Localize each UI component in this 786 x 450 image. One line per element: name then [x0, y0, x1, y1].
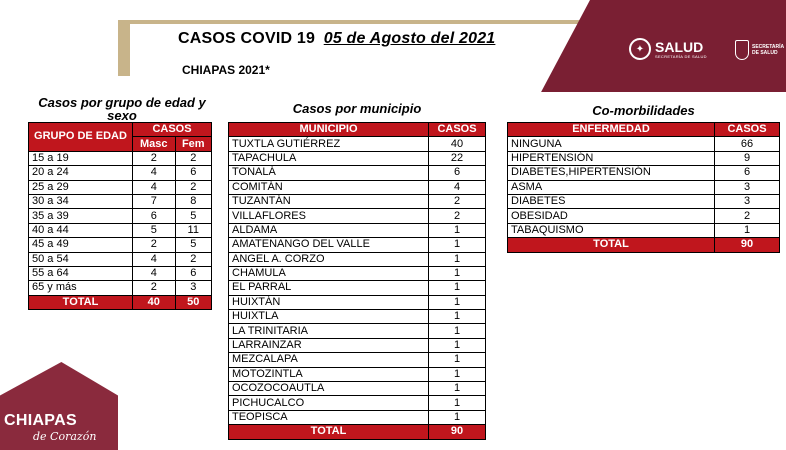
- casos-cell: 1: [429, 382, 486, 396]
- table-row: [229, 324, 486, 338]
- casos-cell: 40: [429, 137, 486, 151]
- page-subtitle: CHIAPAS 2021*: [182, 63, 270, 77]
- col-masc: Masc: [133, 137, 176, 151]
- table-row: [229, 223, 486, 237]
- edad-table: [28, 122, 212, 310]
- casos-cell: 4: [429, 180, 486, 194]
- table-row: [229, 295, 486, 309]
- table-row: [229, 367, 486, 381]
- casos-cell: 1: [429, 310, 486, 324]
- table-row: [29, 252, 212, 266]
- col-casos: CASOS: [133, 123, 212, 137]
- casos-cell: 9: [715, 151, 780, 165]
- table-row: [229, 410, 486, 424]
- table-row: [508, 194, 780, 208]
- table-row: [508, 180, 780, 194]
- total-label: TOTAL: [508, 238, 715, 252]
- table-row: [29, 266, 212, 280]
- salud-logo: [629, 38, 707, 60]
- table-row: [229, 281, 486, 295]
- municipio-total-row: [229, 425, 486, 439]
- fem-cell: 2: [175, 252, 211, 266]
- casos-cell: 1: [429, 266, 486, 280]
- casos-cell: 3: [715, 194, 780, 208]
- municipio-cell: OCOZOCOAUTLA: [229, 382, 429, 396]
- casos-cell: 1: [429, 223, 486, 237]
- casos-cell: 1: [429, 367, 486, 381]
- municipio-table: [228, 122, 486, 440]
- enfermedad-cell: ASMA: [508, 180, 715, 194]
- salud-logo-text: SALUD: [655, 38, 704, 55]
- casos-cell: 22: [429, 151, 486, 165]
- age-group-cell: 45 a 49: [29, 238, 133, 252]
- masc-cell: 2: [133, 151, 176, 165]
- municipio-cell: TUZANTÁN: [229, 194, 429, 208]
- table-row: [508, 151, 780, 165]
- total-masc: 40: [133, 295, 176, 309]
- enfermedad-cell: TABAQUISMO: [508, 223, 715, 237]
- fem-cell: 6: [175, 166, 211, 180]
- age-group-cell: 20 a 24: [29, 166, 133, 180]
- fem-cell: 2: [175, 180, 211, 194]
- corazon-logo-text: de Corazón: [33, 430, 97, 443]
- age-group-cell: 65 y más: [29, 281, 133, 295]
- municipio-cell: ALDAMA: [229, 223, 429, 237]
- municipio-cell: HUIXTLA: [229, 310, 429, 324]
- col-grupo-edad: GRUPO DE EDAD: [29, 123, 133, 152]
- municipio-cell: LARRAINZAR: [229, 338, 429, 352]
- fem-cell: 2: [175, 151, 211, 165]
- table-row: [29, 281, 212, 295]
- table-row: [229, 151, 486, 165]
- enfermedad-cell: DIABETES: [508, 194, 715, 208]
- comorbilidades-total-row: [508, 238, 780, 252]
- municipio-cell: HUIXTÁN: [229, 295, 429, 309]
- fem-cell: 11: [175, 223, 211, 237]
- masc-cell: 7: [133, 194, 176, 208]
- municipio-cell: TUXTLA GUTIÉRREZ: [229, 137, 429, 151]
- casos-cell: 1: [429, 338, 486, 352]
- municipio-cell: TEOPISCA: [229, 410, 429, 424]
- age-group-cell: 35 a 39: [29, 209, 133, 223]
- comorbilidades-table: [507, 122, 780, 253]
- casos-cell: 1: [715, 223, 780, 237]
- fem-cell: 5: [175, 209, 211, 223]
- municipio-cell: TONALÁ: [229, 166, 429, 180]
- table-row: [29, 180, 212, 194]
- col-municipio: MUNICIPIO: [229, 123, 429, 137]
- table-row: [229, 180, 486, 194]
- casos-cell: 1: [429, 295, 486, 309]
- masc-cell: 4: [133, 266, 176, 280]
- casos-cell: 66: [715, 137, 780, 151]
- table-row: [229, 382, 486, 396]
- municipio-cell: ANGEL A. CORZO: [229, 252, 429, 266]
- total-casos: 90: [429, 425, 486, 439]
- casos-cell: 1: [429, 353, 486, 367]
- table-row: [229, 252, 486, 266]
- salud-logo-subtext: SECRETARÍA DE SALUD: [655, 53, 707, 59]
- edad-total-row: [29, 295, 212, 309]
- total-casos: 90: [715, 238, 780, 252]
- table-row: [29, 223, 212, 237]
- table-row: [29, 238, 212, 252]
- masc-cell: 4: [133, 180, 176, 194]
- table-row: [29, 151, 212, 165]
- col-fem: Fem: [175, 137, 211, 151]
- age-group-cell: 50 a 54: [29, 252, 133, 266]
- table-row: [29, 209, 212, 223]
- casos-cell: 2: [429, 209, 486, 223]
- fem-cell: 8: [175, 194, 211, 208]
- total-fem: 50: [175, 295, 211, 309]
- fem-cell: 6: [175, 266, 211, 280]
- masc-cell: 2: [133, 238, 176, 252]
- municipio-cell: MEZCALAPA: [229, 353, 429, 367]
- secretaria-logo-text: SECRETARÍA DE SALUD: [752, 44, 784, 56]
- comorbilidades-section-title: Co-morbilidades: [592, 103, 695, 118]
- casos-cell: 1: [429, 238, 486, 252]
- table-row: [229, 166, 486, 180]
- fem-cell: 5: [175, 238, 211, 252]
- table-row: [229, 266, 486, 280]
- table-row: [229, 209, 486, 223]
- casos-cell: 2: [715, 209, 780, 223]
- table-row: [29, 166, 212, 180]
- page-title: [178, 30, 495, 48]
- crest-icon: [735, 40, 749, 60]
- masc-cell: 6: [133, 209, 176, 223]
- municipio-cell: TAPACHULA: [229, 151, 429, 165]
- table-row: [229, 194, 486, 208]
- municipio-cell: CHAMULA: [229, 266, 429, 280]
- masc-cell: 2: [133, 281, 176, 295]
- table-row: [229, 353, 486, 367]
- age-group-cell: 40 a 44: [29, 223, 133, 237]
- masc-cell: 5: [133, 223, 176, 237]
- municipio-cell: COMITÁN: [229, 180, 429, 194]
- age-group-cell: 25 a 29: [29, 180, 133, 194]
- municipio-cell: VILLAFLORES: [229, 209, 429, 223]
- table-row: [508, 209, 780, 223]
- casos-cell: 6: [715, 166, 780, 180]
- casos-cell: 1: [429, 410, 486, 424]
- casos-cell: 6: [429, 166, 486, 180]
- casos-cell: 1: [429, 324, 486, 338]
- enfermedad-cell: HIPERTENSIÓN: [508, 151, 715, 165]
- enfermedad-cell: DIABETES,HIPERTENSIÓN: [508, 166, 715, 180]
- table-row: [229, 238, 486, 252]
- table-row: [229, 137, 486, 151]
- municipio-cell: EL PARRAL: [229, 281, 429, 295]
- col-casos: CASOS: [429, 123, 486, 137]
- municipio-cell: MOTOZINTLA: [229, 367, 429, 381]
- chiapas-logo-text: CHIAPAS: [4, 412, 77, 429]
- casos-cell: 1: [429, 396, 486, 410]
- fem-cell: 3: [175, 281, 211, 295]
- masc-cell: 4: [133, 166, 176, 180]
- col-casos: CASOS: [715, 123, 780, 137]
- edad-section-title: Casos por grupo de edad y sexo: [38, 95, 206, 123]
- table-row: [508, 166, 780, 180]
- municipio-cell: PICHUCALCO: [229, 396, 429, 410]
- enfermedad-cell: NINGUNA: [508, 137, 715, 151]
- title-date: 05 de Agosto del 2021: [323, 30, 496, 47]
- table-row: [508, 223, 780, 237]
- casos-cell: 2: [429, 194, 486, 208]
- casos-cell: 3: [715, 180, 780, 194]
- masc-cell: 4: [133, 252, 176, 266]
- age-group-cell: 15 a 19: [29, 151, 133, 165]
- table-row: [29, 194, 212, 208]
- table-row: [229, 396, 486, 410]
- casos-cell: 1: [429, 281, 486, 295]
- age-group-cell: 30 a 34: [29, 194, 133, 208]
- municipio-section-title: Casos por municipio: [292, 101, 422, 116]
- col-enfermedad: ENFERMEDAD: [508, 123, 715, 137]
- casos-cell: 1: [429, 252, 486, 266]
- age-group-cell: 55 a 64: [29, 266, 133, 280]
- municipio-cell: AMATENANGO DEL VALLE: [229, 238, 429, 252]
- secretaria-logo: [735, 40, 786, 60]
- table-row: [508, 137, 780, 151]
- table-row: [229, 310, 486, 324]
- total-label: TOTAL: [229, 425, 429, 439]
- title-prefix: CASOS COVID 19: [178, 30, 316, 47]
- eagle-seal-icon: ✦: [629, 38, 651, 60]
- municipio-cell: LA TRINITARIA: [229, 324, 429, 338]
- table-row: [229, 338, 486, 352]
- total-label: TOTAL: [29, 295, 133, 309]
- enfermedad-cell: OBESIDAD: [508, 209, 715, 223]
